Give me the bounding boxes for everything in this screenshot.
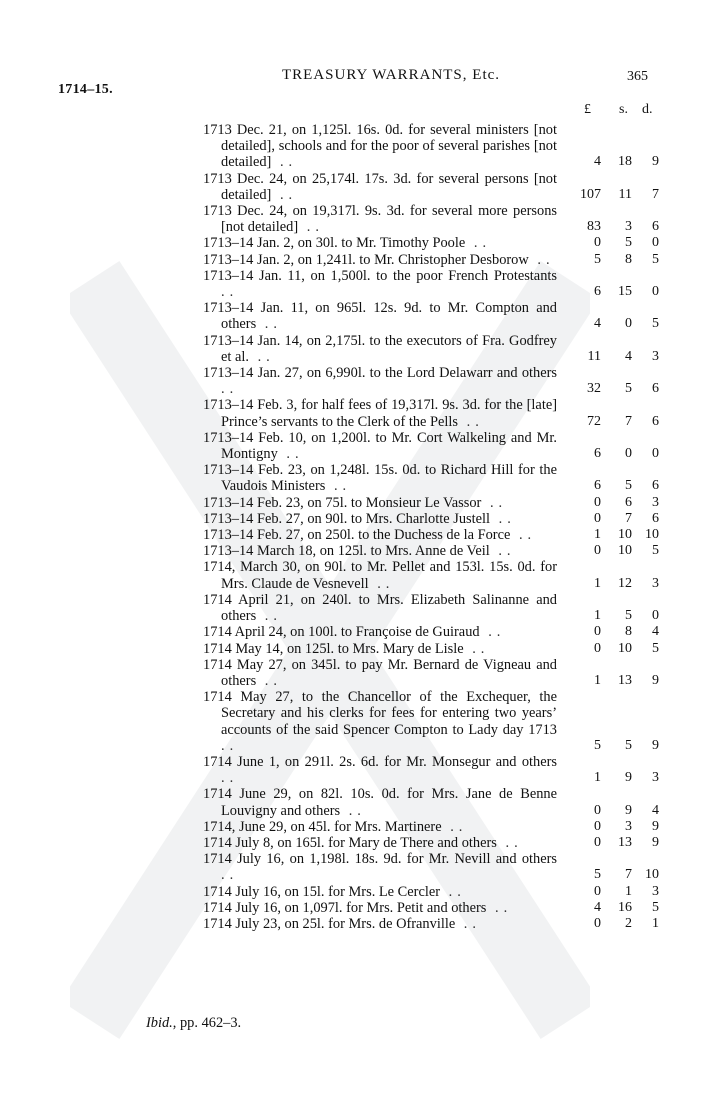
warrant-entry: [203, 657, 659, 689]
entry-description: 1713 Dec. 24, on 19,317l. 9s. 3d. for several more persons [not detailed]: [203, 203, 557, 236]
entry-text: [203, 122, 557, 171]
warrant-entry: [203, 430, 659, 462]
entry-text: [203, 268, 557, 300]
pence-amount: 6: [652, 413, 659, 429]
dot-leaders: ..: [463, 640, 490, 657]
warrant-entry: [203, 916, 659, 932]
pounds-amount: 6: [594, 478, 601, 494]
shillings-amount: 8: [625, 624, 632, 640]
shillings-amount: 6: [625, 494, 632, 510]
shillings-amount: 5: [625, 381, 632, 397]
ibid-italic: Ibid.: [146, 1015, 173, 1031]
shillings-amount: 9: [625, 802, 632, 818]
entry-description: 1714 May 14, on 125l. to Mrs. Mary de Lisle: [203, 640, 464, 657]
dot-leaders: ..: [481, 494, 508, 511]
shillings-amount: 10: [618, 527, 632, 543]
pounds-amount: 5: [594, 737, 601, 753]
warrant-entry-list: [203, 122, 659, 932]
warrant-entry: [203, 624, 659, 640]
entry-text: [203, 559, 557, 591]
shillings-amount: 18: [618, 154, 632, 170]
warrant-entry: [203, 819, 659, 835]
running-title: TREASURY WARRANTS, Etc.: [282, 67, 501, 83]
dot-leaders: ..: [510, 527, 537, 544]
entry-description: 1713–14 Feb. 23, on 75l. to Monsieur Le Vassor: [203, 494, 482, 511]
entry-description: 1714 April 24, on 100l. to Françoise de Guiraud: [203, 624, 480, 641]
dot-leaders: ..: [528, 251, 555, 268]
entry-text: [203, 851, 557, 883]
entry-description: 1714 May 27, to the Chancellor of the Exchequer, the Secretary and his clerks for fees for entering two years’ accounts of the said Spencer Compton to Lady day 1713: [203, 689, 557, 738]
entry-description: 1713 Dec. 21, on 1,125l. 16s. 0d. for several ministers [not detailed], schools and for the poor of several parishes [not detailed]: [203, 122, 557, 171]
pounds-amount: 0: [594, 883, 601, 899]
pence-amount: 5: [652, 640, 659, 656]
warrant-entry: [203, 333, 659, 365]
pounds-amount: 0: [594, 543, 601, 559]
pence-amount: 3: [652, 770, 659, 786]
entry-description: 1713–14 Jan. 11, on 1,500l. to the poor French Protestants: [203, 267, 557, 284]
pounds-amount: 0: [594, 640, 601, 656]
dot-leaders: ..: [256, 316, 282, 333]
dot-leaders: ..: [256, 608, 282, 625]
pounds-amount: 32: [587, 381, 601, 397]
pounds-amount: 0: [594, 818, 601, 834]
warrant-entry: [203, 252, 659, 268]
dot-leaders: ..: [298, 219, 324, 236]
warrant-entry: [203, 300, 659, 332]
dot-leaders: ..: [465, 235, 492, 252]
entry-text: [203, 430, 557, 462]
source-citation: [146, 1015, 241, 1032]
entry-text: [203, 511, 557, 527]
dot-leaders: ..: [221, 381, 239, 398]
entry-text: [203, 203, 557, 235]
pounds-amount: 1: [594, 575, 601, 591]
entry-description: 1713–14 March 18, on 125l. to Mrs. Anne de Veil: [203, 543, 490, 560]
warrant-entry: [203, 592, 659, 624]
entry-text: [203, 835, 557, 851]
pounds-amount: 1: [594, 672, 601, 688]
shillings-amount: 5: [625, 478, 632, 494]
shillings-amount: 7: [625, 867, 632, 883]
pounds-amount: 0: [594, 624, 601, 640]
entry-text: [203, 916, 557, 932]
warrant-entry: [203, 397, 659, 429]
entry-text: [203, 641, 557, 657]
shillings-amount: 5: [625, 737, 632, 753]
pounds-amount: 83: [587, 219, 601, 235]
pounds-amount: 0: [594, 510, 601, 526]
ibid-pages: , pp. 462–3.: [172, 1015, 242, 1031]
pence-amount: 5: [652, 899, 659, 915]
warrant-entry: [203, 754, 659, 786]
warrant-entry: [203, 495, 659, 511]
pence-amount: 9: [652, 154, 659, 170]
entry-description: 1713–14 Jan. 27, on 6,990l. to the Lord Delawarr and others: [203, 365, 557, 382]
entry-text: [203, 462, 557, 494]
entry-text: [203, 900, 557, 916]
dot-leaders: ..: [486, 899, 513, 916]
entry-text: [203, 884, 557, 900]
entry-text: [203, 252, 557, 268]
shillings-amount: 15: [618, 284, 632, 300]
pounds-amount: 1: [594, 770, 601, 786]
pounds-amount: 0: [594, 915, 601, 931]
entry-text: [203, 397, 557, 429]
dot-leaders: ..: [256, 672, 282, 689]
warrant-entry: [203, 365, 659, 397]
pence-amount: 5: [652, 316, 659, 332]
shillings-amount: 1: [625, 883, 632, 899]
entry-description: 1714 May 27, on 345l. to pay Mr. Bernard de Vigneau and others: [203, 656, 557, 689]
entry-description: 1713–14 Feb. 23, on 1,248l. 15s. 0d. to Richard Hill for the Vaudois Ministers: [203, 462, 557, 495]
pence-amount: 0: [652, 446, 659, 462]
shillings-amount: 9: [625, 770, 632, 786]
pence-amount: 0: [652, 284, 659, 300]
dot-leaders: ..: [455, 915, 481, 932]
shillings-amount: 0: [625, 446, 632, 462]
pounds-amount: 11: [587, 348, 601, 364]
entry-description: 1714 June 1, on 291l. 2s. 6d. for Mr. Monsegur and others: [203, 753, 557, 770]
pounds-amount: 0: [594, 494, 601, 510]
pence-amount: 3: [652, 348, 659, 364]
pence-amount: 0: [652, 235, 659, 251]
entry-text: [203, 689, 557, 754]
shillings-amount: 5: [625, 235, 632, 251]
shilling-column-header: s.: [619, 102, 628, 117]
page-year-range: 1714–15.: [58, 82, 113, 97]
pence-amount: 9: [652, 834, 659, 850]
warrant-entry: [203, 235, 659, 251]
pounds-amount: 107: [580, 186, 601, 202]
warrant-entry: [203, 527, 659, 543]
pence-amount: 6: [652, 510, 659, 526]
warrant-entry: [203, 641, 659, 657]
dot-leaders: ..: [368, 575, 395, 592]
shillings-amount: 10: [618, 640, 632, 656]
pence-amount: 1: [652, 915, 659, 931]
warrant-entry: [203, 851, 659, 883]
pence-amount: 4: [652, 624, 659, 640]
pounds-amount: 5: [594, 867, 601, 883]
pound-column-header: £: [584, 102, 591, 117]
shillings-amount: 5: [625, 608, 632, 624]
entry-description: 1714 July 16, on 1,198l. 18s. 9d. for Mr. Nevill and others: [203, 851, 557, 868]
pence-amount: 4: [652, 802, 659, 818]
entry-description: 1714 July 8, on 165l. for Mary de There and others: [203, 834, 497, 851]
page-number: 365: [627, 69, 648, 84]
dot-leaders: ..: [271, 186, 298, 203]
pence-amount: 6: [652, 381, 659, 397]
entry-description: 1713–14 Feb. 3, for half fees of 19,317l. 9s. 3d. for the [late] Prince’s servants to the Clerk of the Pells: [203, 397, 557, 430]
entry-text: [203, 543, 557, 559]
pounds-amount: 1: [594, 527, 601, 543]
entry-text: [203, 365, 557, 397]
dot-leaders: ..: [479, 624, 506, 641]
pence-amount: 9: [652, 672, 659, 688]
pounds-amount: 4: [594, 899, 601, 915]
entry-text: [203, 300, 557, 332]
pence-amount: 5: [652, 543, 659, 559]
shillings-amount: 7: [625, 413, 632, 429]
entry-description: 1713–14 Feb. 10, on 1,200l. to Mr. Cort Walkeling and Mr. Montigny: [203, 429, 557, 463]
entry-description: 1713 Dec. 24, on 25,174l. 17s. 3d. for several persons [not detailed]: [203, 170, 557, 203]
dot-leaders: ..: [221, 867, 239, 884]
shillings-amount: 3: [625, 219, 632, 235]
warrant-entry: [203, 786, 659, 818]
pence-amount: 6: [652, 219, 659, 235]
entry-text: [203, 819, 557, 835]
shillings-amount: 11: [618, 186, 632, 202]
entry-description: 1713–14 Jan. 2, on 1,241l. to Mr. Christopher Desborow: [203, 251, 529, 268]
entry-text: [203, 592, 557, 624]
dot-leaders: ..: [458, 413, 484, 430]
shillings-amount: 12: [618, 575, 632, 591]
entry-description: 1714 July 16, on 1,097l. for Mrs. Petit and others: [203, 899, 487, 916]
pence-amount: 9: [652, 737, 659, 753]
pounds-amount: 0: [594, 802, 601, 818]
entry-text: [203, 754, 557, 786]
warrant-entry: [203, 543, 659, 559]
pence-amount: 10: [645, 527, 659, 543]
warrant-entry: [203, 689, 659, 754]
entry-description: 1713–14 Jan. 14, on 2,175l. to the executors of Fra. Godfrey et al.: [203, 332, 557, 365]
pence-amount: 5: [652, 251, 659, 267]
shillings-amount: 10: [618, 543, 632, 559]
dot-leaders: ..: [221, 737, 239, 754]
dot-leaders: ..: [340, 802, 366, 819]
entry-description: 1714 April 21, on 240l. to Mrs. Elizabeth Salinanne and others: [203, 591, 557, 625]
dot-leaders: ..: [489, 543, 516, 560]
entry-text: [203, 333, 557, 365]
pence-amount: 0: [652, 608, 659, 624]
dot-leaders: ..: [440, 883, 466, 900]
warrant-entry: [203, 171, 659, 203]
shillings-amount: 3: [625, 818, 632, 834]
pounds-amount: 1: [594, 608, 601, 624]
pence-amount: 3: [652, 575, 659, 591]
pence-amount: 10: [645, 867, 659, 883]
entry-text: [203, 657, 557, 689]
entry-text: [203, 235, 557, 251]
entry-text: [203, 171, 557, 203]
pounds-amount: 4: [594, 154, 601, 170]
dot-leaders: ..: [221, 284, 239, 301]
pounds-amount: 6: [594, 446, 601, 462]
entry-text: [203, 495, 557, 511]
entry-description: 1714, March 30, on 90l. to Mr. Pellet and 153l. 15s. 0d. for Mrs. Claude de Vesnevell: [203, 559, 557, 592]
entry-description: 1713–14 Jan. 11, on 965l. 12s. 9d. to Mr. Compton and others: [203, 300, 557, 333]
warrant-entry: [203, 462, 659, 494]
shillings-amount: 13: [618, 834, 632, 850]
entry-description: 1714 July 23, on 25l. for Mrs. de Ofranville: [203, 915, 456, 932]
pounds-amount: 5: [594, 251, 601, 267]
warrant-entry: [203, 122, 659, 171]
warrant-entry: [203, 884, 659, 900]
pence-amount: 9: [652, 818, 659, 834]
pounds-amount: 72: [587, 413, 601, 429]
shillings-amount: 7: [625, 510, 632, 526]
pounds-amount: 0: [594, 235, 601, 251]
entry-description: 1713–14 Jan. 2, on 30l. to Mr. Timothy Poole: [203, 235, 466, 252]
shillings-amount: 16: [618, 899, 632, 915]
entry-description: 1713–14 Feb. 27, on 90l. to Mrs. Charlotte Justell: [203, 510, 491, 527]
dot-leaders: ..: [496, 834, 523, 851]
pence-amount: 3: [652, 883, 659, 899]
shillings-amount: 2: [625, 915, 632, 931]
entry-text: [203, 624, 557, 640]
pence-amount: 6: [652, 478, 659, 494]
pence-amount: 7: [652, 186, 659, 202]
warrant-entry: [203, 835, 659, 851]
dot-leaders: ..: [325, 478, 352, 495]
pounds-amount: 0: [594, 834, 601, 850]
entry-text: [203, 527, 557, 543]
dot-leaders: ..: [248, 348, 275, 365]
pounds-amount: 6: [594, 284, 601, 300]
warrant-entry: [203, 559, 659, 591]
warrant-entry: [203, 900, 659, 916]
pence-amount: 3: [652, 494, 659, 510]
warrant-entry: [203, 268, 659, 300]
warrant-entry: [203, 203, 659, 235]
entry-text: [203, 786, 557, 818]
pence-column-header: d.: [642, 102, 653, 117]
entry-description: 1713–14 Feb. 27, on 250l. to the Duchess de la Force: [203, 527, 511, 544]
entry-description: 1714, June 29, on 45l. for Mrs. Martinere: [203, 818, 442, 835]
shillings-amount: 8: [625, 251, 632, 267]
shillings-amount: 4: [625, 348, 632, 364]
entry-description: 1714 July 16, on 15l. for Mrs. Le Cercler: [203, 883, 441, 900]
warrant-entry: [203, 511, 659, 527]
dot-leaders: ..: [441, 818, 468, 835]
shillings-amount: 0: [625, 316, 632, 332]
entry-description: 1714 June 29, on 82l. 10s. 0d. for Mrs. Jane de Benne Louvigny and others: [203, 786, 557, 819]
dot-leaders: ..: [490, 510, 516, 527]
dot-leaders: ..: [271, 154, 298, 171]
pounds-amount: 4: [594, 316, 601, 332]
shillings-amount: 13: [618, 672, 632, 688]
dot-leaders: ..: [221, 770, 239, 787]
dot-leaders: ..: [277, 446, 304, 463]
